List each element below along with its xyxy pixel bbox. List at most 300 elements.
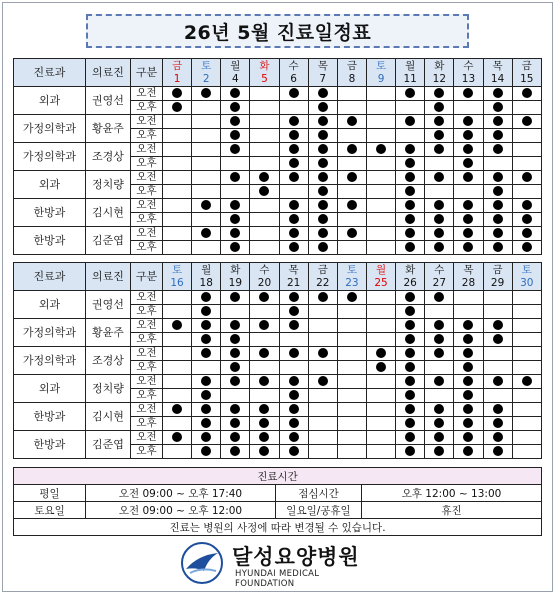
- schedule-cell: [163, 241, 192, 255]
- hospital-foundation: HYUNDAI MEDICAL FOUNDATION: [235, 569, 320, 589]
- on-duty-dot-icon: [434, 116, 444, 126]
- schedule-cell: [425, 87, 454, 101]
- on-duty-dot-icon: [405, 320, 415, 330]
- schedule-cell: [221, 361, 250, 375]
- schedule-cell: [250, 87, 279, 101]
- department-cell: 외과: [14, 375, 86, 403]
- schedule-cell: [396, 213, 425, 227]
- schedule-cell: [512, 347, 541, 361]
- on-duty-dot-icon: [463, 88, 473, 98]
- schedule-cell: [396, 87, 425, 101]
- on-duty-dot-icon: [289, 418, 299, 428]
- slot-cell: 오후: [131, 361, 163, 375]
- schedule-cell: [279, 417, 308, 431]
- weekday-label: 금: [521, 59, 532, 72]
- on-duty-dot-icon: [405, 200, 415, 210]
- slot-cell: 오후: [131, 305, 163, 319]
- schedule-cell: [425, 417, 454, 431]
- on-duty-dot-icon: [434, 88, 444, 98]
- schedule-cell: [396, 171, 425, 185]
- department-cell: 외과: [14, 171, 86, 199]
- schedule-row: [14, 87, 542, 101]
- on-duty-dot-icon: [493, 376, 503, 386]
- on-duty-dot-icon: [230, 200, 240, 210]
- schedule-cell: [192, 431, 221, 445]
- on-duty-dot-icon: [405, 306, 415, 316]
- schedule-cell: [366, 185, 395, 199]
- on-duty-dot-icon: [230, 446, 240, 456]
- on-duty-dot-icon: [522, 88, 532, 98]
- slot-cell: 오후: [131, 241, 163, 255]
- schedule-cell: [366, 375, 395, 389]
- schedule-cell: [512, 305, 541, 319]
- day-header: [483, 59, 512, 87]
- schedule-cell: [279, 431, 308, 445]
- on-duty-dot-icon: [405, 404, 415, 414]
- date-number: 16: [170, 276, 184, 289]
- on-duty-dot-icon: [230, 362, 240, 372]
- day-header: [308, 59, 337, 87]
- weekday-label: 월: [375, 263, 387, 276]
- schedule-cell: [250, 101, 279, 115]
- schedule-cell: [192, 361, 221, 375]
- on-duty-dot-icon: [289, 446, 299, 456]
- schedule-cell: [483, 115, 512, 129]
- schedule-cell: [425, 375, 454, 389]
- on-duty-dot-icon: [172, 320, 182, 330]
- schedule-row: [14, 291, 542, 305]
- schedule-cell: [221, 227, 250, 241]
- schedule-cell: [454, 291, 483, 305]
- schedule-cell: [163, 417, 192, 431]
- on-duty-dot-icon: [434, 446, 444, 456]
- on-duty-dot-icon: [172, 102, 182, 112]
- schedule-cell: [308, 171, 337, 185]
- on-duty-dot-icon: [172, 404, 182, 414]
- on-duty-dot-icon: [434, 376, 444, 386]
- on-duty-dot-icon: [434, 102, 444, 112]
- on-duty-dot-icon: [289, 144, 299, 154]
- schedule-cell: [454, 305, 483, 319]
- schedule-cell: [396, 375, 425, 389]
- schedule-cell: [425, 199, 454, 213]
- on-duty-dot-icon: [230, 214, 240, 224]
- on-duty-dot-icon: [259, 320, 269, 330]
- schedule-cell: [250, 305, 279, 319]
- schedule-cell: [279, 333, 308, 347]
- on-duty-dot-icon: [230, 418, 240, 428]
- schedule-cell: [512, 319, 541, 333]
- slot-cell: 오후: [131, 333, 163, 347]
- schedule-cell: [425, 143, 454, 157]
- on-duty-dot-icon: [434, 334, 444, 344]
- on-duty-dot-icon: [463, 116, 473, 126]
- schedule-cell: [192, 227, 221, 241]
- schedule-cell: [512, 375, 541, 389]
- weekday-label: 목: [288, 263, 299, 276]
- schedule-cell: [483, 445, 512, 459]
- weekday-label: 목: [317, 59, 328, 72]
- schedule-cell: [250, 417, 279, 431]
- schedule-cell: [396, 199, 425, 213]
- doctor-cell: 권영선: [86, 87, 131, 115]
- on-duty-dot-icon: [318, 186, 328, 196]
- schedule-cell: [279, 361, 308, 375]
- day-header: [337, 59, 366, 87]
- schedule-cell: [163, 403, 192, 417]
- on-duty-dot-icon: [289, 228, 299, 238]
- on-duty-dot-icon: [289, 292, 299, 302]
- schedule-cell: [396, 361, 425, 375]
- schedule-cell: [308, 143, 337, 157]
- on-duty-dot-icon: [405, 172, 415, 182]
- slot-cell: 오전: [131, 375, 163, 389]
- on-duty-dot-icon: [259, 376, 269, 386]
- schedule-cell: [512, 361, 541, 375]
- on-duty-dot-icon: [434, 200, 444, 210]
- schedule-row: [14, 143, 542, 157]
- schedule-cell: [279, 375, 308, 389]
- schedule-cell: [483, 375, 512, 389]
- schedule-cell: [163, 199, 192, 213]
- schedule-cell: [337, 129, 366, 143]
- on-duty-dot-icon: [463, 362, 473, 372]
- schedule-cell: [221, 115, 250, 129]
- day-header: [308, 263, 337, 291]
- on-duty-dot-icon: [522, 172, 532, 182]
- department-cell: 한방과: [14, 403, 86, 431]
- on-duty-dot-icon: [318, 144, 328, 154]
- on-duty-dot-icon: [318, 228, 328, 238]
- on-duty-dot-icon: [434, 320, 444, 330]
- slot-header: 구분: [131, 59, 163, 87]
- on-duty-dot-icon: [289, 376, 299, 386]
- day-header: [192, 59, 221, 87]
- schedule-cell: [512, 333, 541, 347]
- schedule-cell: [337, 333, 366, 347]
- date-number: 13: [461, 72, 476, 85]
- on-duty-dot-icon: [289, 214, 299, 224]
- schedule-cell: [279, 403, 308, 417]
- date-number: 4: [232, 72, 239, 85]
- day-header: [163, 59, 192, 87]
- schedule-cell: [366, 403, 395, 417]
- department-cell: 가정의학과: [14, 143, 86, 171]
- on-duty-dot-icon: [493, 446, 503, 456]
- schedule-cell: [366, 241, 395, 255]
- on-duty-dot-icon: [522, 214, 532, 224]
- schedule-cell: [337, 347, 366, 361]
- on-duty-dot-icon: [493, 242, 503, 252]
- slot-cell: 오후: [131, 445, 163, 459]
- dept-header: 진료과: [14, 59, 86, 87]
- schedule-row: [14, 115, 542, 129]
- schedule-cell: [337, 171, 366, 185]
- schedule-row: [14, 319, 542, 333]
- doctor-cell: 정치량: [86, 171, 131, 199]
- schedule-cell: [279, 143, 308, 157]
- schedule-cell: [308, 101, 337, 115]
- schedule-cell: [512, 101, 541, 115]
- on-duty-dot-icon: [289, 320, 299, 330]
- title-banner: [86, 14, 469, 48]
- on-duty-dot-icon: [318, 88, 328, 98]
- schedule-cell: [512, 185, 541, 199]
- schedule-cell: [454, 431, 483, 445]
- schedule-cell: [366, 291, 395, 305]
- on-duty-dot-icon: [201, 418, 211, 428]
- schedule-cell: [366, 361, 395, 375]
- on-duty-dot-icon: [259, 292, 269, 302]
- schedule-cell: [425, 129, 454, 143]
- date-number: 29: [490, 276, 505, 289]
- weekday-label: 목: [463, 263, 474, 276]
- schedule-cell: [250, 319, 279, 333]
- weekday-label: 월: [201, 263, 212, 276]
- date-number: 25: [374, 276, 388, 289]
- on-duty-dot-icon: [289, 306, 299, 316]
- schedule-cell: [483, 213, 512, 227]
- schedule-cell: [308, 389, 337, 403]
- on-duty-dot-icon: [434, 348, 444, 358]
- schedule-cell: [250, 199, 279, 213]
- schedule-cell: [250, 333, 279, 347]
- department-cell: 한방과: [14, 227, 86, 255]
- schedule-cell: [396, 389, 425, 403]
- schedule-cell: [366, 157, 395, 171]
- schedule-cell: [512, 431, 541, 445]
- on-duty-dot-icon: [493, 116, 503, 126]
- schedule-cell: [337, 143, 366, 157]
- schedule-cell: [279, 319, 308, 333]
- on-duty-dot-icon: [463, 418, 473, 428]
- doctor-cell: 김준엽: [86, 227, 131, 255]
- weekday-label: 화: [405, 263, 416, 276]
- schedule-cell: [337, 431, 366, 445]
- schedule-cell: [366, 115, 395, 129]
- schedule-cell: [454, 199, 483, 213]
- weekday-label: 토: [171, 263, 183, 276]
- on-duty-dot-icon: [463, 320, 473, 330]
- schedule-cell: [512, 389, 541, 403]
- doctor-cell: 권영선: [86, 291, 131, 319]
- date-number: 9: [377, 72, 385, 85]
- schedule-cell: [337, 157, 366, 171]
- on-duty-dot-icon: [405, 88, 415, 98]
- on-duty-dot-icon: [376, 348, 386, 358]
- on-duty-dot-icon: [259, 404, 269, 414]
- on-duty-dot-icon: [463, 242, 473, 252]
- schedule-cell: [279, 171, 308, 185]
- slot-cell: 오후: [131, 213, 163, 227]
- on-duty-dot-icon: [318, 102, 328, 112]
- schedule-cell: [366, 87, 395, 101]
- on-duty-dot-icon: [289, 348, 299, 358]
- on-duty-dot-icon: [201, 390, 211, 400]
- weekday-label: 목: [492, 59, 503, 72]
- schedule-cell: [221, 143, 250, 157]
- schedule-cell: [308, 115, 337, 129]
- on-duty-dot-icon: [230, 102, 240, 112]
- on-duty-dot-icon: [318, 242, 328, 252]
- schedule-cell: [425, 213, 454, 227]
- schedule-cell: [483, 185, 512, 199]
- on-duty-dot-icon: [463, 158, 473, 168]
- schedule-cell: [250, 185, 279, 199]
- on-duty-dot-icon: [289, 158, 299, 168]
- schedule-cell: [512, 417, 541, 431]
- schedule-cell: [192, 101, 221, 115]
- schedule-cell: [221, 305, 250, 319]
- date-number: 6: [290, 72, 297, 85]
- schedule-cell: [221, 213, 250, 227]
- schedule-cell: [192, 291, 221, 305]
- schedule-table-first-half: [13, 58, 542, 255]
- schedule-cell: [366, 431, 395, 445]
- on-duty-dot-icon: [434, 418, 444, 428]
- on-duty-dot-icon: [434, 292, 444, 302]
- schedule-cell: [483, 403, 512, 417]
- on-duty-dot-icon: [201, 432, 211, 442]
- schedule-cell: [366, 143, 395, 157]
- slot-cell: 오전: [131, 431, 163, 445]
- schedule-cell: [337, 227, 366, 241]
- saturday-time: 오전 09:00 ~ 오후 12:00: [86, 502, 276, 519]
- schedule-cell: [279, 185, 308, 199]
- schedule-cell: [396, 129, 425, 143]
- on-duty-dot-icon: [493, 186, 503, 196]
- on-duty-dot-icon: [493, 334, 503, 344]
- on-duty-dot-icon: [405, 362, 415, 372]
- on-duty-dot-icon: [230, 242, 240, 252]
- day-header: [192, 263, 221, 291]
- schedule-cell: [366, 333, 395, 347]
- schedule-row: [14, 171, 542, 185]
- department-cell: 외과: [14, 291, 86, 319]
- schedule-cell: [221, 375, 250, 389]
- on-duty-dot-icon: [201, 228, 211, 238]
- on-duty-dot-icon: [201, 306, 211, 316]
- schedule-cell: [192, 171, 221, 185]
- slot-cell: 오후: [131, 101, 163, 115]
- schedule-cell: [454, 143, 483, 157]
- on-duty-dot-icon: [493, 144, 503, 154]
- schedule-cell: [192, 185, 221, 199]
- slot-cell: 오전: [131, 319, 163, 333]
- date-number: 18: [199, 276, 213, 289]
- schedule-cell: [250, 431, 279, 445]
- on-duty-dot-icon: [463, 390, 473, 400]
- schedule-cell: [425, 101, 454, 115]
- on-duty-dot-icon: [318, 200, 328, 210]
- on-duty-dot-icon: [463, 130, 473, 140]
- day-header: [512, 59, 541, 87]
- weekday-label: 수: [288, 59, 299, 72]
- schedule-cell: [192, 199, 221, 213]
- schedule-cell: [512, 171, 541, 185]
- slot-cell: 오후: [131, 417, 163, 431]
- date-number: 8: [348, 72, 356, 85]
- schedule-cell: [279, 241, 308, 255]
- schedule-cell: [221, 319, 250, 333]
- date-number: 30: [520, 276, 534, 289]
- schedule-cell: [337, 445, 366, 459]
- day-header: [337, 263, 366, 291]
- day-header: [512, 263, 541, 291]
- schedule-cell: [454, 347, 483, 361]
- schedule-cell: [163, 157, 192, 171]
- schedule-cell: [366, 319, 395, 333]
- schedule-cell: [512, 403, 541, 417]
- hospital-logo: [180, 541, 380, 589]
- schedule-cell: [308, 319, 337, 333]
- lunch-label: 점심시간: [276, 485, 362, 502]
- schedule-cell: [425, 403, 454, 417]
- schedule-cell: [425, 157, 454, 171]
- schedule-cell: [192, 375, 221, 389]
- on-duty-dot-icon: [405, 334, 415, 344]
- schedule-cell: [337, 361, 366, 375]
- schedule-cell: [483, 361, 512, 375]
- schedule-cell: [221, 445, 250, 459]
- lunch-time: 오후 12:00 ~ 13:00: [362, 485, 542, 502]
- schedule-cell: [221, 417, 250, 431]
- on-duty-dot-icon: [434, 144, 444, 154]
- schedule-cell: [163, 361, 192, 375]
- schedule-cell: [192, 143, 221, 157]
- schedule-cell: [396, 185, 425, 199]
- on-duty-dot-icon: [289, 432, 299, 442]
- slot-cell: 오전: [131, 171, 163, 185]
- on-duty-dot-icon: [318, 130, 328, 140]
- schedule-cell: [366, 199, 395, 213]
- on-duty-dot-icon: [493, 88, 503, 98]
- on-duty-dot-icon: [493, 172, 503, 182]
- on-duty-dot-icon: [172, 432, 182, 442]
- schedule-cell: [308, 361, 337, 375]
- on-duty-dot-icon: [289, 130, 299, 140]
- schedule-cell: [250, 361, 279, 375]
- schedule-cell: [483, 305, 512, 319]
- slot-cell: 오전: [131, 403, 163, 417]
- schedule-cell: [366, 305, 395, 319]
- slot-cell: 오후: [131, 129, 163, 143]
- on-duty-dot-icon: [405, 292, 415, 302]
- schedule-cell: [192, 319, 221, 333]
- schedule-cell: [279, 213, 308, 227]
- on-duty-dot-icon: [230, 228, 240, 238]
- on-duty-dot-icon: [434, 432, 444, 442]
- schedule-cell: [221, 157, 250, 171]
- on-duty-dot-icon: [201, 88, 211, 98]
- schedule-cell: [192, 87, 221, 101]
- schedule-cell: [163, 431, 192, 445]
- schedule-cell: [454, 389, 483, 403]
- schedule-cell: [308, 213, 337, 227]
- on-duty-dot-icon: [434, 228, 444, 238]
- schedule-cell: [483, 171, 512, 185]
- schedule-cell: [337, 291, 366, 305]
- doctor-cell: 정치량: [86, 375, 131, 403]
- day-header: [250, 59, 279, 87]
- schedule-cell: [337, 241, 366, 255]
- day-header: [454, 59, 483, 87]
- slot-cell: 오후: [131, 157, 163, 171]
- on-duty-dot-icon: [522, 376, 532, 386]
- on-duty-dot-icon: [230, 348, 240, 358]
- on-duty-dot-icon: [405, 348, 415, 358]
- on-duty-dot-icon: [318, 214, 328, 224]
